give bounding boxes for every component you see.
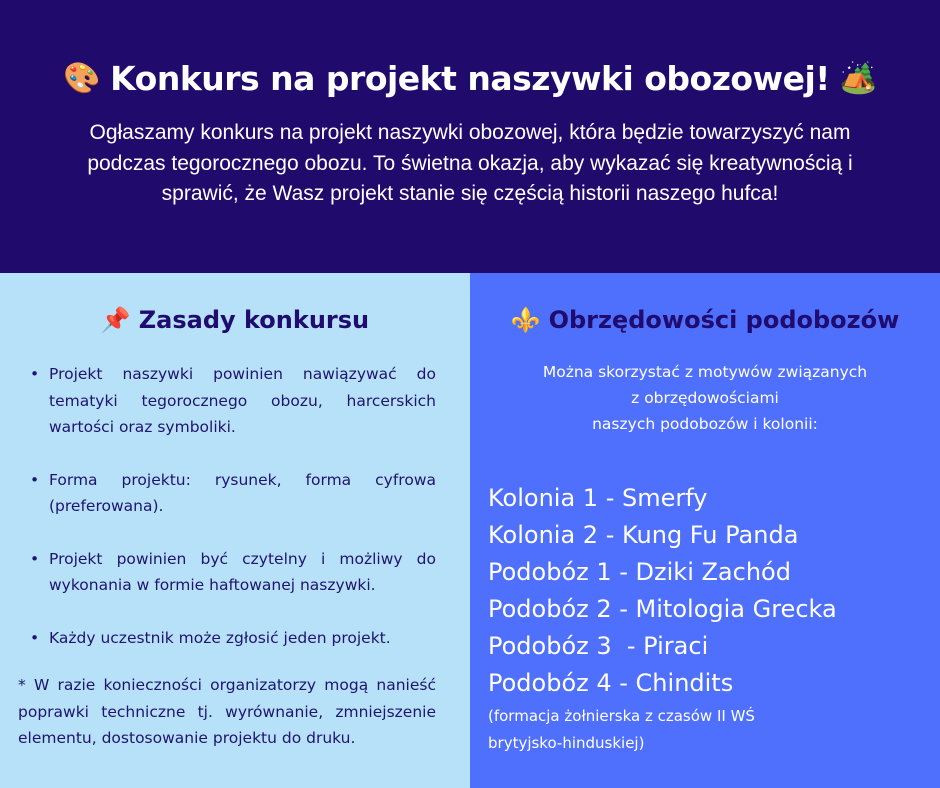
footnote-line: brytyjsko-hinduskiej) — [488, 734, 645, 752]
traditions-lead — [470, 359, 940, 437]
fleur-de-lis-icon: ⚜️ — [510, 306, 541, 334]
rule-item: • Projekt powinien być czytelny i możliwy do wykonania w formie haftowanej naszywki. — [28, 546, 436, 599]
group-item: Podobóz 1 - Dziki Zachód — [488, 558, 791, 586]
page-title — [0, 55, 940, 103]
rules-list — [28, 361, 436, 677]
group-item: Podobóz 4 - Chindits — [488, 669, 734, 697]
rule-item: • Projekt naszywki powinien nawiązywać do tematyki tegorocznego obozu, harcerskich wartości oraz symboliki. — [28, 361, 436, 441]
lead-line: naszych podobozów i kolonii: — [592, 415, 818, 433]
lead-line: Można skorzystać z motywów związanych — [542, 363, 868, 381]
traditions-heading-text: Obrzędowości podobozów — [548, 306, 900, 334]
rules-heading-text: Zasady konkursu — [138, 306, 370, 334]
rules-note: * W razie konieczności organizatorzy mogą nanieść poprawki techniczne tj. wyrównanie, zmniejszenie elementu, dostosowanie projektu do druku. — [18, 676, 436, 747]
group-item: Kolonia 2 - Kung Fu Panda — [488, 521, 799, 549]
intro-text: Ogłaszamy konkurs na projekt naszywki obozowej, która będzie towarzyszyć nam podczas tegorocznego obozu. To świetna okazja, aby wykazać się kreatywnością i sprawić, że Wasz projekt stanie się częścią historii naszego hufca! — [87, 121, 853, 205]
rules-panel — [0, 273, 470, 788]
group-item: Podobóz 2 - Mitologia Grecka — [488, 595, 837, 623]
group-item: Podobóz 3 - Piraci — [488, 632, 709, 660]
group-item: Kolonia 1 - Smerfy — [488, 484, 708, 512]
footnote-line: (formacja żołnierska z czasów II WŚ — [488, 707, 755, 725]
rules-heading — [0, 306, 470, 334]
lead-line: z obrzędowościami — [631, 389, 779, 407]
pushpin-icon: 📌 — [100, 306, 131, 334]
rule-item: • Forma projektu: rysunek, forma cyfrowa (preferowana). — [28, 467, 436, 520]
header-banner — [0, 0, 940, 273]
groups-list — [488, 480, 837, 702]
palette-icon: 🎨 — [63, 61, 101, 96]
traditions-panel — [470, 273, 940, 788]
title-text: Konkurs na projekt naszywki obozowej! — [110, 59, 830, 98]
rule-item: • Każdy uczestnik może zgłosić jeden projekt. — [28, 625, 436, 652]
camping-icon: 🏕️ — [839, 61, 877, 96]
chindits-footnote — [488, 703, 928, 757]
traditions-heading — [470, 306, 940, 334]
